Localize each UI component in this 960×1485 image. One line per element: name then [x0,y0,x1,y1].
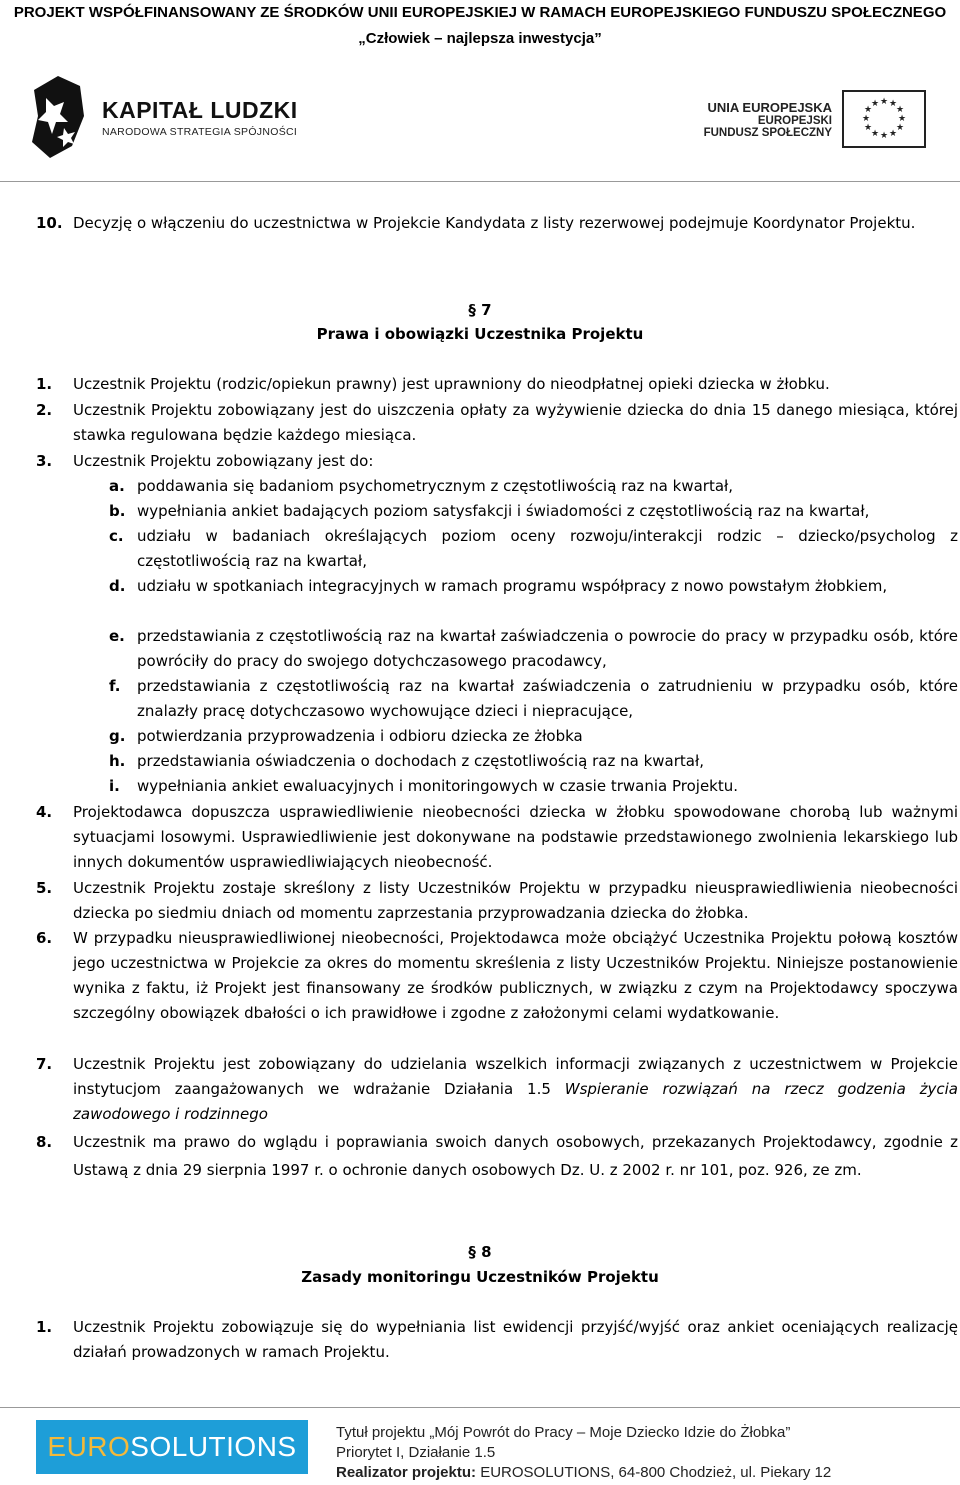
list-item: 6. W przypadku nieusprawiedliwionej nieobecności, Projektodawca może obciążyć Uczestnika Projektu połową kosztów jego uczestnictwa w Projekcie za okres do momentu skreślenia z listy Uczestników Projektu. Niniejsze postanowienie wynika z faktu, iż Projekt jest finansowany ze środków publicznych, w związku z czym na Projektodawcy spoczywa szczególny obowiązek dbałości o ich prawidłowe i zgodne z założonymi celami wydatkowanie. [36,929,958,1022]
sub-list-item: c. udziału w badaniach określających poziom oceny rozwoju/interakcji rodzic – dziecko/psycholog z częstotliwością raz na kwartał, [109,527,958,570]
svg-text:★: ★ [895,105,905,115]
list-item: 2. Uczestnik Projektu zobowiązany jest do uiszczenia opłaty za wyżywienie dziecka do dnia 15 danego miesiąca, której stawka regulowana będzie każdego miesiąca. [36,401,958,444]
section-8-sign: § 8 [468,1243,492,1261]
svg-text:★: ★ [895,123,905,133]
footer-priority: Priorytet I, Działanie 1.5 [336,1444,496,1461]
header-divider [0,181,960,182]
kapital-ludzki-logo [28,76,298,158]
eu-flag-icon [842,90,926,148]
svg-text:★: ★ [888,99,898,109]
header-line-1: PROJEKT WSPÓŁFINANSOWANY ZE ŚRODKÓW UNII EUROPEJSKIEJ W RAMACH EUROPEJSKIEGO FUNDUSZU SPOŁECZNEGO [13,4,947,21]
list-item: 5. Uczestnik Projektu zostaje skreślony z listy Uczestników Projektu w przypadku nieusprawiedliwienia nieobecności dziecka po siedmiu dniach od momentu zaprzestania przyprowadzania dziecka do żłobka. [36,879,958,922]
logo-bar [0,72,960,172]
svg-text:★: ★ [870,129,880,139]
eurosolutions-logo: EURO SOLUTIONS [36,1420,308,1474]
svg-text:★: ★ [863,105,873,115]
list-item: 1. Uczestnik Projektu (rodzic/opiekun prawny) jest uprawniony do nieodpłatnej opieki dziecka w żłobku. [36,375,830,393]
kapital-ludzki-emblem-icon [28,76,86,158]
sub-list-item: g. potwierdzania przyprowadzenia i odbioru dziecka ze żłobka [109,727,583,745]
sub-list-item: h. przedstawiania oświadczenia o dochodach z częstotliwością raz na kwartał, [109,752,704,770]
header-line-2: „Człowiek – najlepsza inwestycja” [358,30,602,47]
list-item: 3. Uczestnik Projektu zobowiązany jest do: [36,452,374,470]
section-7-title: Prawa i obowiązki Uczestnika Projektu [316,325,644,343]
logo-left-subtitle: NARODOWA STRATEGIA SPÓJNOŚCI [102,125,298,138]
list-item: 4. Projektodawca dopuszcza usprawiedliwienie nieobecności dziecka w żłobku spowodowane chorobą lub ważnymi sytuacjami losowymi. Usprawiedliwienie jest dokonywane na podstawie przedstawionego zwolnienia lekarskiego lub innych dokumentów usprawiedliwiających nieobecność. [36,803,958,871]
sub-list-item: i. wypełniania ankiet ewaluacyjnych i monitoringowych w czasie trwania Projektu. [109,777,739,795]
section-8-title: Zasady monitoringu Uczestników Projektu [301,1268,659,1286]
footer-project-title: Tytuł projektu „Mój Powrót do Pracy – Moje Dziecko Idzie do Żłobka” [336,1424,791,1441]
sub-list-item: f. przedstawiania z częstotliwością raz na kwartał zaświadczenia o zatrudnieniu w przypadku osób, które znalazły pracę dotychczasowo wychowujące dzieci i niepracujące, [109,677,958,720]
list-item: 7. Uczestnik Projektu jest zobowiązany do udzielania wszelkich informacji związanych z uczestnictwem w Projekcie instytucjom zaangażowanych we wdrażanie Działania 1.5 Wspieranie rozwiązań na rzecz godzenia życia zawodowego i rodzinnego [36,1055,958,1123]
logo-right-line-2: EUROPEJSKI [757,114,832,127]
svg-text:★: ★ [861,114,871,124]
logo-left-title: KAPITAŁ LUDZKI [102,96,298,123]
svg-text:★: ★ [870,99,880,109]
svg-text:★: ★ [897,114,907,124]
svg-text:★: ★ [888,129,898,139]
list-item: 1. Uczestnik Projektu zobowiązuje się do wypełniania list ewidencji przyjść/wyjść oraz ankiet oceniających realizację działań prowadzonych w ramach Projektu. [36,1318,958,1361]
sub-list-item: b. wypełniania ankiet badających poziom satysfakcji i świadomości z częstotliwością raz na kwartał, [109,502,870,520]
footer-realizer: Realizator projektu: EUROSOLUTIONS, 64-800 Chodzież, ul. Piekary 12 [336,1464,832,1481]
section-7-sign: § 7 [468,301,492,319]
svg-text:★: ★ [879,97,889,107]
svg-text:★: ★ [863,123,873,133]
sub-list-item: e. przedstawiania z częstotliwością raz na kwartał zaświadczenia o powrocie do pracy w przypadku osób, które powróciły do pracy do swojego dotychczasowego pracodawcy, [109,627,958,670]
eu-logo [704,90,926,148]
sub-list-item: a. poddawania się badaniom psychometrycznym z częstotliwością raz na kwartał, [109,477,734,495]
logo-right-line-1: UNIA EUROPEJSKA [707,99,832,115]
footer-divider [0,1407,960,1408]
list-item: 8. Uczestnik ma prawo do wglądu i poprawiania swoich danych osobowych, przekazanych Projektodawcy, zgodnie z Ustawą z dnia 29 sierpnia 1997 r. o ochronie danych osobowych Dz. U. z 2002 r. nr 101, poz. 926, ze zm. [36,1133,958,1179]
svg-text:★: ★ [879,131,889,141]
sub-list-item: d. udziału w spotkaniach integracyjnych w ramach programu współpracy z nowo powstałym żłobkiem, [109,577,888,595]
list-item: 10. Decyzję o włączeniu do uczestnictwa w Projekcie Kandydata z listy rezerwowej podejmuje Koordynator Projektu. [36,214,916,232]
logo-right-line-3: FUNDUSZ SPOŁECZNY [703,126,832,139]
